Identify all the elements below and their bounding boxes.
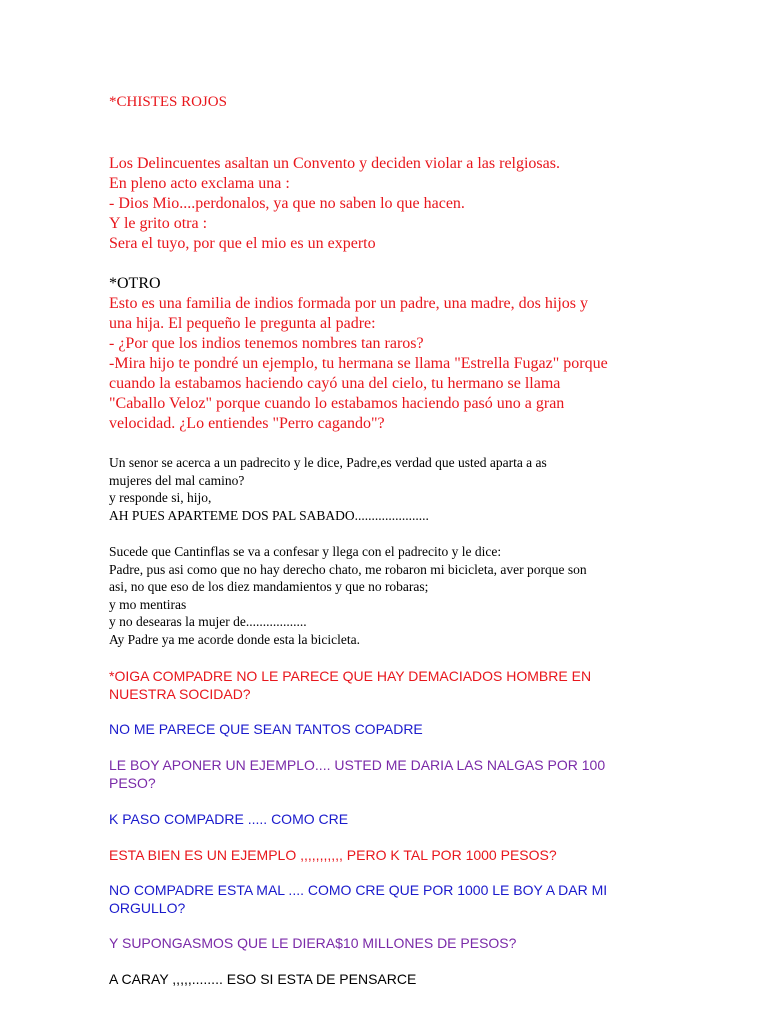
joke-compadre-q2 xyxy=(109,756,605,792)
joke-padrecito xyxy=(109,454,547,524)
dialog-line: LE BOY APONER UN EJEMPLO.... USTED ME DARIA LAS NALGAS POR 100 xyxy=(109,757,606,773)
joke-line: -Mira hijo te pondré un ejemplo, tu hermana se llama "Estrella Fugaz" porque xyxy=(109,355,608,372)
dialog-line: ORGULLO? xyxy=(109,900,186,916)
dialog-line: NO COMPADRE ESTA MAL .... COMO CRE QUE POR 1000 LE BOY A DAR MI xyxy=(109,882,608,898)
dialog-line: *OIGA COMPADRE NO LE PARECE QUE HAY DEMACIADOS HOMBRE EN xyxy=(109,668,592,684)
joke-line: Sera el tuyo, por que el mio es un experto xyxy=(109,235,376,252)
joke-line: cuando la estabamos haciendo cayó una del cielo, tu hermano se llama xyxy=(109,375,561,392)
dialog-line: Y SUPONGASMOS QUE LE DIERA$10 MILLONES DE PESOS? xyxy=(109,935,517,951)
joke-line: Esto es una familia de indios formada por un padre, una madre, dos hijos y xyxy=(109,295,588,312)
joke-line: y mo mentiras xyxy=(109,596,187,612)
joke-line: Sucede que Cantinflas se va a confesar y llega con el padrecito y le dice: xyxy=(109,544,502,559)
joke-line: Y le grito otra : xyxy=(109,215,208,232)
joke-compadre-q1 xyxy=(109,667,591,703)
joke-heading: *OTRO xyxy=(109,275,161,292)
dialog-line: NUESTRA SOCIDAD? xyxy=(109,686,251,702)
joke-line: - Dios Mio....perdonalos, ya que no saben lo que hacen. xyxy=(109,195,465,212)
joke-line: - ¿Por que los indios tenemos nombres tan raros? xyxy=(109,335,424,352)
joke-compadre-q3 xyxy=(109,846,557,864)
joke-line: una hija. El pequeño le pregunta al padre: xyxy=(109,315,376,332)
joke-line: y no desearas la mujer de.................. xyxy=(109,614,307,629)
document-title: *CHISTES ROJOS xyxy=(109,94,227,110)
dialog-line: NO ME PARECE QUE SEAN TANTOS COPADRE xyxy=(109,721,423,737)
joke-line: En pleno acto exclama una : xyxy=(109,175,290,192)
joke-line: mujeres del mal camino? xyxy=(109,472,245,488)
dialog-line: PESO? xyxy=(109,775,156,791)
joke-line: Padre, pus asi como que no hay derecho chato, me robaron mi bicicleta, aver porque son xyxy=(109,561,587,577)
joke-line: Los Delincuentes asaltan un Convento y deciden violar a las relgiosas. xyxy=(109,155,560,172)
joke-compadre-a2 xyxy=(109,810,348,828)
joke-line: y responde si, hijo, xyxy=(109,490,212,505)
joke-indios xyxy=(109,274,608,434)
joke-line: asi, no que eso de los diez mandamientos y que no robaras; xyxy=(109,579,429,594)
joke-compadre-q4 xyxy=(109,934,516,952)
joke-compadre-a3 xyxy=(109,881,607,917)
joke-compadre-a1 xyxy=(109,720,423,738)
joke-convento xyxy=(109,154,560,254)
joke-line: velocidad. ¿Lo entiendes "Perro cagando"? xyxy=(109,415,385,432)
joke-compadre-a4 xyxy=(109,970,416,988)
dialog-line: A CARAY ,,,,,........ ESO SI ESTA DE PENSARCE xyxy=(109,971,417,987)
joke-line: Un senor se acerca a un padrecito y le dice, Padre,es verdad que usted aparta a as xyxy=(109,455,547,470)
dialog-line: K PASO COMPADRE ..... COMO CRE xyxy=(109,811,349,827)
joke-cantinflas xyxy=(109,543,587,648)
joke-punchline: AH PUES APARTEME DOS PAL SABADO...................... xyxy=(109,507,429,523)
joke-line: "Caballo Veloz" porque cuando lo estabamos haciendo pasó uno a gran xyxy=(109,395,565,412)
dialog-line: ESTA BIEN ES UN EJEMPLO ,,,,,,,,,,, PERO K TAL POR 1000 PESOS? xyxy=(109,847,557,863)
joke-line: Ay Padre ya me acorde donde esta la bicicleta. xyxy=(109,631,361,647)
